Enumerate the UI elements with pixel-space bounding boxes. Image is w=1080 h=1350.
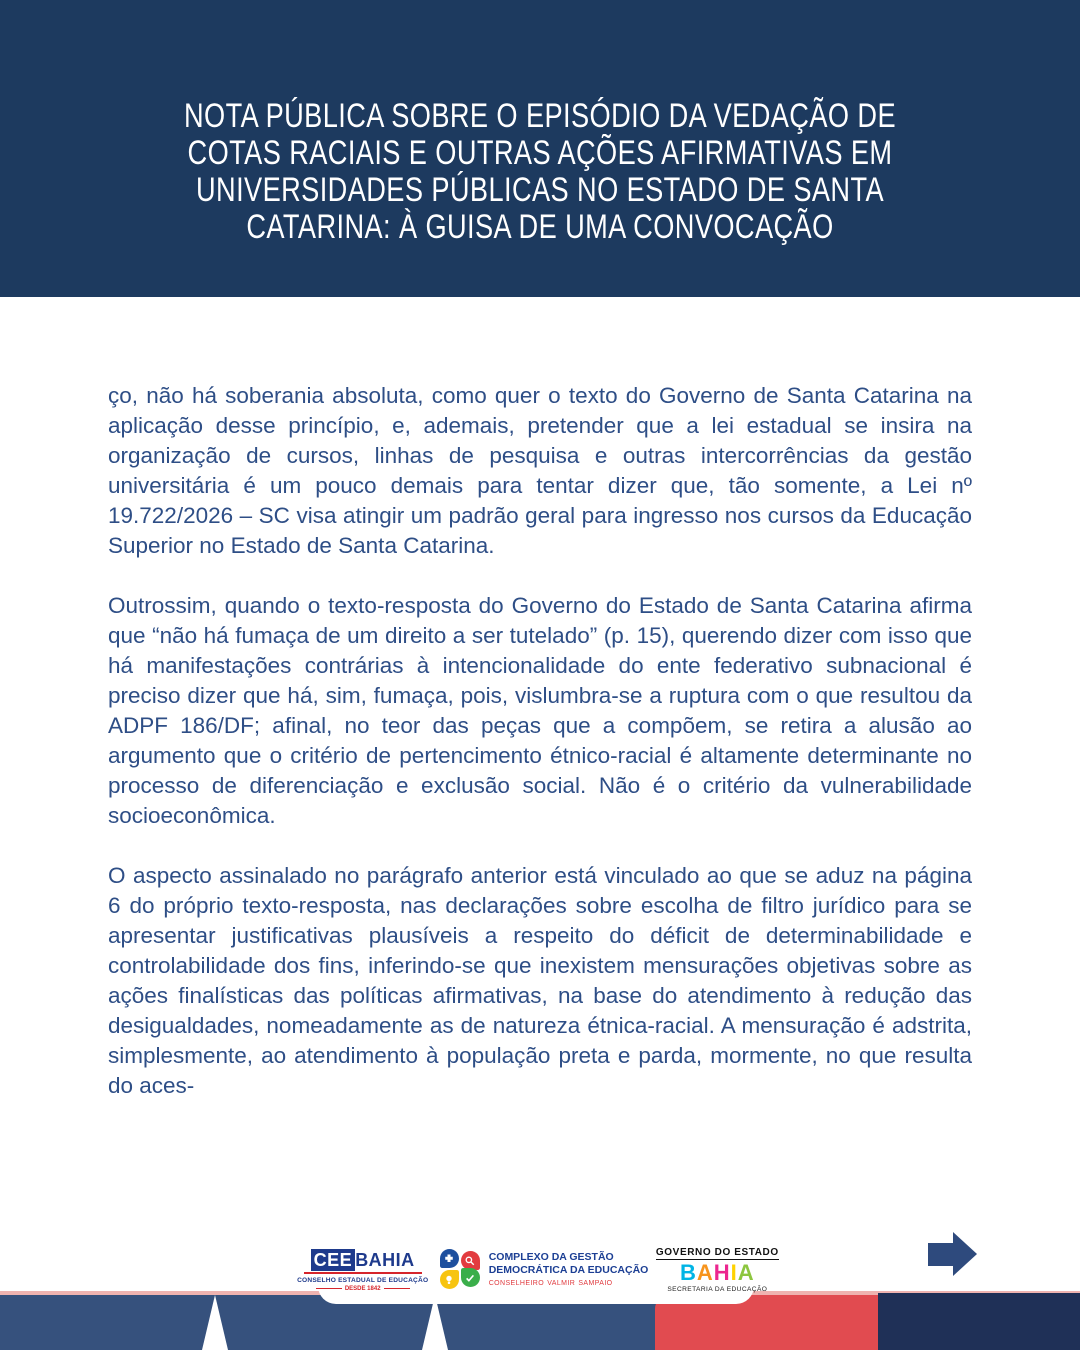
bahia-wordmark [680, 1261, 755, 1285]
ceebahia-cee: CEE [311, 1249, 356, 1271]
ceebahia-logo [299, 1249, 427, 1292]
governo-line1: GOVERNO DO ESTADO [655, 1247, 779, 1258]
page-title [0, 98, 1080, 246]
cgde-line1: COMPLEXO DA GESTÃO [488, 1251, 614, 1263]
bahia-letter: A [696, 1260, 714, 1285]
next-arrow-icon [928, 1232, 978, 1277]
cgde-bubbles [440, 1249, 482, 1291]
cgde-text [489, 1251, 649, 1289]
bahia-letter: B [679, 1260, 697, 1285]
paragraph-1: ço, não há soberania absoluta, como quer o texto do Governo de Santa Catarina na aplicação desse princípio, e, ademais, pretender que a lei estadual se insira na organização de cursos, linhas de pesquisa e outras intercorrências da gestão universitária é um pouco demais para tentar dizer que, tão somente, a Lei nº 19.722/2026 – SC visa atingir um padrão geral para ingresso nos cursos da Educação Superior no Estado de Santa Catarina. [108, 383, 972, 558]
title-line: NOTA PÚBLICA SOBRE O EPISÓDIO DA VEDAÇÃO DE [184, 97, 896, 135]
title-line: UNIVERSIDADES PÚBLICAS NO ESTADO DE SANTA [196, 171, 884, 209]
paragraph-2: Outrossim, quando o texto-resposta do Governo do Estado de Santa Catarina afirma que “não há fumaça de um direito a ser tutelado” (p. 15), querendo dizer com isso que há manifestações contrárias à intencionalidade do ente federativo subnacional é preciso dizer que há, sim, fumaça, pois, vislumbra-se a ruptura com o que resultou da ADPF 186/DF; afinal, no teor das peças que a compõem, se retira a alusão ao argumento que o critério de pertencimento étnico-racial é altamente determinante no processo de diferenciação e exclusão social. Não é o critério da vulnerabilidade socioeconômica. [108, 593, 972, 828]
document-body [108, 381, 972, 1131]
puzzle-icon [440, 1249, 459, 1268]
ceebahia-wordmark [311, 1249, 415, 1271]
check-icon [461, 1268, 480, 1287]
bahia-letter: I [730, 1260, 738, 1285]
lightbulb-icon [440, 1270, 459, 1289]
ceebahia-underline [304, 1272, 422, 1274]
title-line: CATARINA: À GUISA DE UMA CONVOCAÇÃO [246, 208, 834, 246]
arrow-head [953, 1232, 977, 1276]
ceebahia-subtitle: CONSELHO ESTADUAL DE EDUCAÇÃO [297, 1276, 429, 1284]
governo-line2: SECRETARIA DA EDUCAÇÃO [667, 1286, 768, 1293]
ceebahia-since: DESDE 1842 [316, 1286, 410, 1292]
footer-logos [297, 1236, 779, 1304]
cgde-line3: conselheiro valmir sampaio [488, 1277, 613, 1288]
cgde-logo [440, 1249, 649, 1291]
bahia-letter: A [737, 1260, 755, 1285]
ceebahia-bahia: BAHIA [355, 1249, 415, 1270]
bahia-letter: H [713, 1260, 731, 1285]
cgde-line2: DEMOCRÁTICA DA EDUCAÇÃO [488, 1263, 649, 1276]
paragraph-3: O aspecto assinalado no parágrafo anterior está vinculado ao que se aduz na página 6 do próprio texto-resposta, nas declarações sobre escolha de filtro jurídico para se apresentar justificativas plausíveis a respeito do déficit de determinabilidade e controlabilidade dos fins, inferindo-se que inexistem mensurações objetivas sobre as ações finalísticas das políticas afirmativas, na base do atendimento à redução das desigualdades, nomeadamente as de natureza étnica-racial. A mensuração é adstrita, simplesmente, ao atendimento à população preta e parda, mormente, no que resulta do aces- [108, 863, 972, 1098]
arrow-bar [928, 1243, 954, 1266]
title-line: COTAS RACIAIS E OUTRAS AÇÕES AFIRMATIVAS EM [187, 134, 893, 172]
header-banner [0, 0, 1080, 297]
governo-bahia-logo [655, 1247, 779, 1293]
dark-navy-block [878, 1293, 1080, 1350]
